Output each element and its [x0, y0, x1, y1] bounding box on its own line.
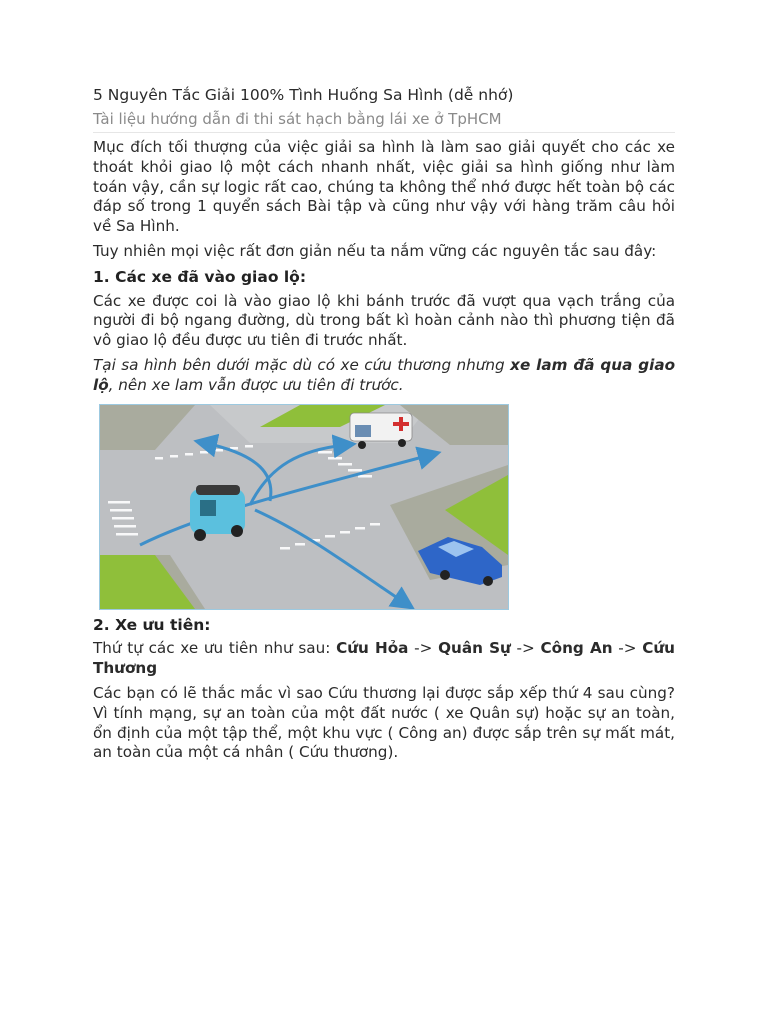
priority-arrow: ->: [510, 639, 541, 658]
intersection-illustration: [99, 404, 509, 610]
section-2-body: Các bạn có lẽ thắc mắc vì sao Cứu thương lại được sắp xếp thứ 4 sau cùng? Vì tính mạng, sự an toàn của một đất nước ( xe Quân sự) hoặc sự an toàn, ổn định của một tập thể, một khu vực ( Công an) được sắp trên sự mất mát, an toàn của một cá nhân ( Cứu thương).: [93, 683, 675, 762]
priority-item-military: Quân Sự: [438, 639, 511, 658]
priority-order: [93, 639, 675, 679]
priority-item-police: Công An: [540, 639, 613, 658]
intro-paragraph: Mục đích tối thượng của việc giải sa hình là làm sao giải quyết cho các xe thoát khỏi giao lộ một cách nhanh nhất, việc giải sa hình giống như làm toán vậy, cần sự logic rất cao, chúng ta không thể nhớ được hết toàn bộ các đáp số trong 1 quyển sách Bài tập và cũng như vậy với hàng trăm câu hỏi về Sa Hình.: [93, 138, 675, 236]
section-2-heading: 2. Xe ưu tiên:: [93, 615, 211, 634]
example-emphasis: xe lam đã qua giao lộ: [93, 355, 675, 394]
priority-item-fire: Cứu Hỏa: [336, 639, 409, 658]
title-divider: [93, 132, 675, 133]
priority-item-ambulance: Cứu Thương: [93, 639, 675, 678]
document-title: 5 Nguyên Tắc Giải 100% Tình Huống Sa Hình (dễ nhớ): [93, 86, 514, 104]
priority-arrow: ->: [612, 639, 643, 658]
section-1-heading: 1. Các xe đã vào giao lộ:: [93, 267, 307, 286]
tuktuk-vehicle: [190, 485, 245, 541]
intro-paragraph-2: Tuy nhiên mọi việc rất đơn giản nếu ta nắm vững các nguyên tắc sau đây:: [93, 241, 657, 260]
example-text-end: , nên xe lam vẫn được ưu tiên đi trước.: [108, 375, 404, 394]
priority-prefix: Thứ tự các xe ưu tiên như sau:: [93, 639, 337, 658]
document-body: [93, 138, 675, 768]
document-subtitle: Tài liệu hướng dẫn đi thi sát hạch bằng lái xe ở TpHCM: [93, 110, 502, 128]
section-1-example: [93, 356, 675, 396]
priority-arrow: ->: [408, 639, 439, 658]
section-1-body: Các xe được coi là vào giao lộ khi bánh trước đã vượt qua vạch trắng của người đi bộ ngang đường, dù trong bất kì hoàn cảnh nào thì phương tiện đã vô giao lộ đều được ưu tiên đi trước nhất.: [93, 291, 675, 350]
example-text: Tại sa hình bên dưới mặc dù có xe cứu thương nhưng: [93, 355, 511, 374]
